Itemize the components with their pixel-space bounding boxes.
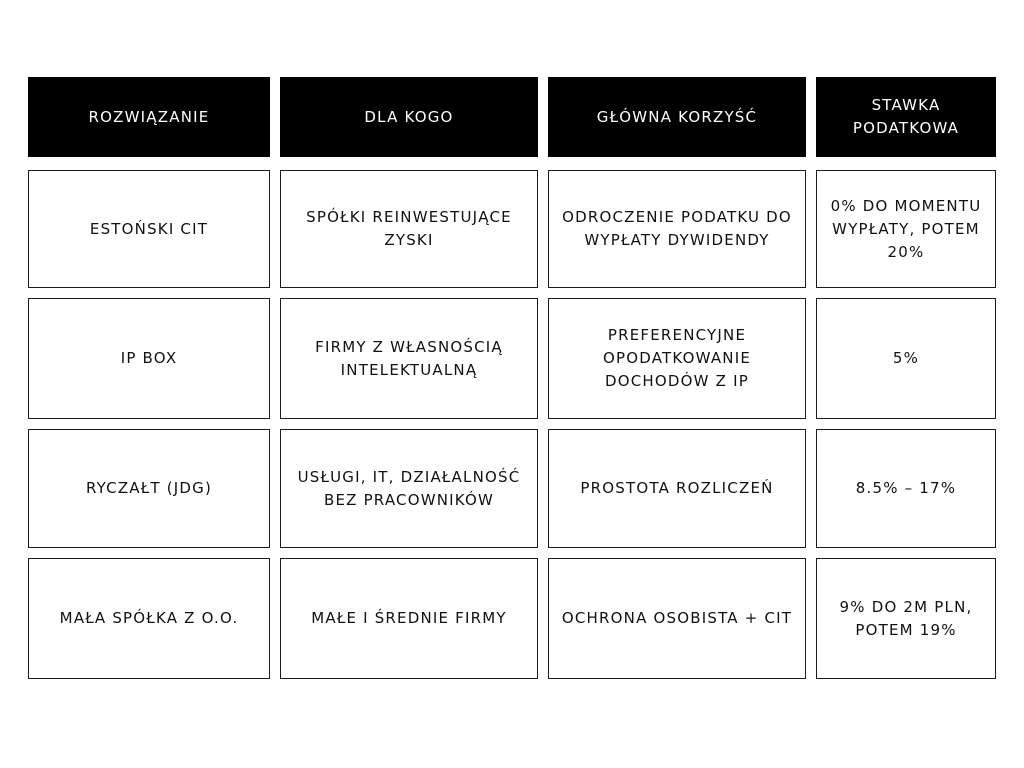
table-cell: [816, 558, 996, 679]
header-tax-rate-label: STAWKA PODATKOWA: [852, 96, 960, 137]
table-cell: [280, 298, 538, 419]
cell-text: 5%: [892, 349, 920, 367]
cell-text: PREFERENCYJNE OPODATKOWANIE DOCHODÓW Z IP: [602, 326, 752, 390]
table-cell: [816, 298, 996, 419]
table-cell: [28, 298, 270, 419]
cell-text: PROSTOTA ROZLICZEŃ: [580, 479, 774, 497]
table-cell: [548, 170, 806, 288]
cell-text: FIRMY Z WŁASNOŚCIĄ INTELEKTUALNĄ: [315, 337, 503, 379]
cell-text: RYCZAŁT (JDG): [85, 479, 213, 497]
header-main-benefit-label: GŁÓWNA KORZYŚĆ: [596, 107, 758, 126]
table-cell: [548, 298, 806, 419]
header-for-whom: [280, 77, 538, 157]
table-cell: [280, 429, 538, 548]
cell-text: MAŁA SPÓŁKA Z O.O.: [59, 609, 239, 627]
cell-text: IP BOX: [120, 349, 178, 367]
cell-text: OCHRONA OSOBISTA + CIT: [561, 609, 793, 627]
table-cell: [28, 558, 270, 679]
table-cell: [548, 558, 806, 679]
cell-text: MAŁE I ŚREDNIE FIRMY: [311, 609, 507, 627]
table-cell: [816, 170, 996, 288]
header-for-whom-label: DLA KOGO: [364, 107, 454, 126]
cell-text: 9% DO 2M PLN, POTEM 19%: [839, 597, 973, 639]
table-cell: [28, 429, 270, 548]
table-cell: [816, 429, 996, 548]
header-solution: [28, 77, 270, 157]
table-cell: [280, 558, 538, 679]
cell-text: USŁUGI, IT, DZIAŁALNOŚĆ BEZ PRACOWNIKÓW: [297, 467, 521, 509]
header-tax-rate: [816, 77, 996, 157]
table-cell: [280, 170, 538, 288]
table-cell: [28, 170, 270, 288]
cell-text: 8.5% – 17%: [855, 479, 957, 497]
table-cell: [548, 429, 806, 548]
cell-text: ODROCZENIE PODATKU DO WYPŁATY DYWIDENDY: [562, 208, 792, 249]
cell-text: 0% DO MOMENTU WYPŁATY, POTEM 20%: [830, 196, 982, 261]
cell-text: ESTOŃSKI CIT: [89, 219, 209, 238]
header-main-benefit: [548, 77, 806, 157]
header-solution-label: ROZWIĄZANIE: [88, 107, 210, 126]
cell-text: SPÓŁKI REINWESTUJĄCE ZYSKI: [306, 208, 512, 249]
